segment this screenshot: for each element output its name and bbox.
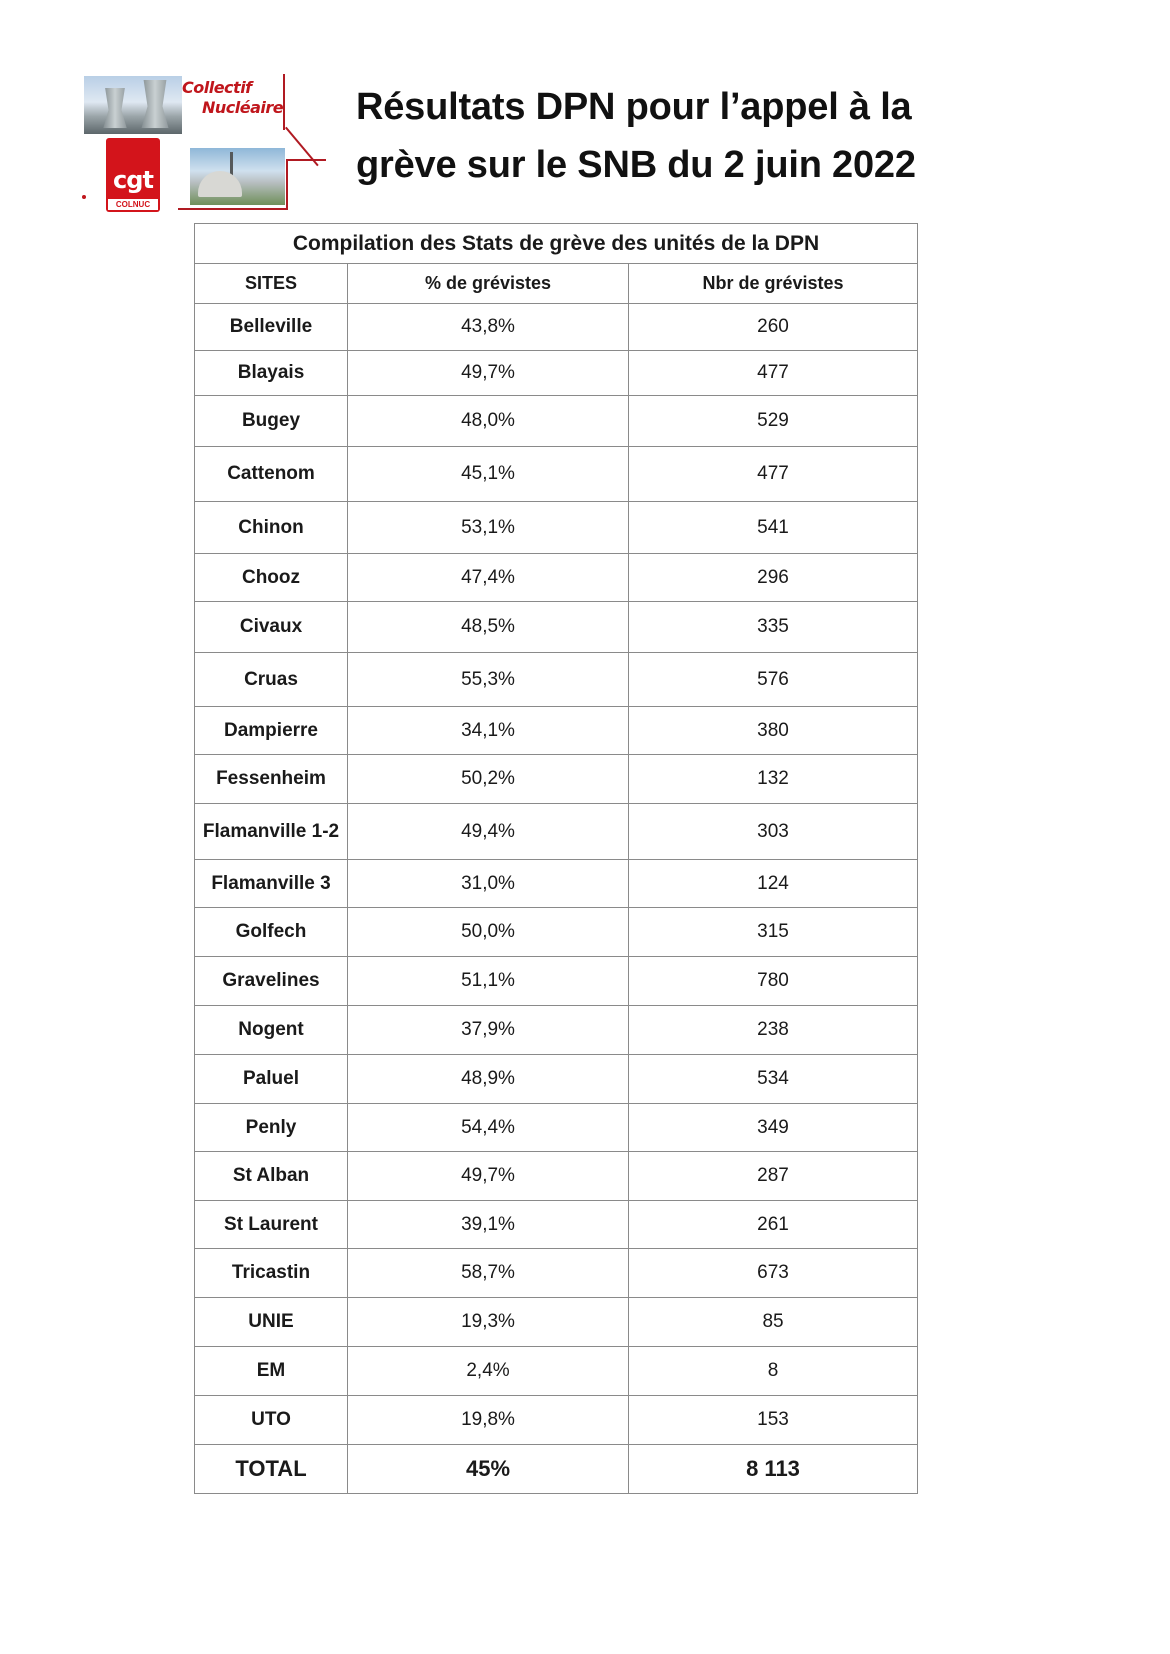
count-cell: 315 [629,908,918,957]
table-row [195,1201,918,1249]
table-row [195,1347,918,1396]
count-cell: 124 [629,860,918,908]
cgt-badge: cgt COLNUC [106,138,160,212]
pct-cell: 47,4% [348,554,629,602]
table-row [195,860,918,908]
reactor-dome-photo [190,148,285,205]
pct-cell: 48,0% [348,396,629,447]
frame-line [283,74,285,130]
site-cell: Fessenheim [195,755,348,804]
cooling-tower-icon [102,88,128,128]
table-row [195,1152,918,1201]
cooling-tower-icon [140,80,170,128]
site-cell: Penly [195,1104,348,1152]
site-cell: Chinon [195,502,348,554]
column-header-count: Nbr de grévistes [629,264,918,304]
strike-stats-table [194,223,918,1494]
pct-cell: 49,7% [348,1152,629,1201]
site-cell: Cattenom [195,447,348,502]
count-cell: 673 [629,1249,918,1298]
count-cell: 85 [629,1298,918,1347]
pct-cell: 49,7% [348,351,629,396]
site-cell: Blayais [195,351,348,396]
count-cell: 153 [629,1396,918,1445]
count-cell: 260 [629,304,918,351]
column-header-pct: % de grévistes [348,264,629,304]
frame-line [178,208,288,210]
total-pct: 45% [348,1445,629,1494]
pct-cell: 51,1% [348,957,629,1006]
pct-cell: 43,8% [348,304,629,351]
collectif-nucleaire-cgt-logo [78,70,338,230]
site-cell: UTO [195,1396,348,1445]
count-cell: 529 [629,396,918,447]
pct-cell: 48,5% [348,602,629,653]
pct-cell: 19,8% [348,1396,629,1445]
site-cell: Gravelines [195,957,348,1006]
table-row [195,908,918,957]
total-count: 8 113 [629,1445,918,1494]
total-row [195,1445,918,1494]
count-cell: 780 [629,957,918,1006]
table-row [195,804,918,860]
pct-cell: 48,9% [348,1055,629,1104]
site-cell: St Alban [195,1152,348,1201]
table-row [195,351,918,396]
pct-cell: 39,1% [348,1201,629,1249]
site-cell: Dampierre [195,707,348,755]
table-row [195,1298,918,1347]
frame-line [286,159,326,161]
table-row [195,1249,918,1298]
pct-cell: 50,0% [348,908,629,957]
site-cell: Paluel [195,1055,348,1104]
table-caption-row [195,224,918,264]
count-cell: 349 [629,1104,918,1152]
table-row [195,1104,918,1152]
pct-cell: 54,4% [348,1104,629,1152]
logo-wordmark: Collectif Nucléaire [182,78,284,117]
count-cell: 238 [629,1006,918,1055]
count-cell: 576 [629,653,918,707]
count-cell: 296 [629,554,918,602]
table-row [195,304,918,351]
frame-line [286,159,288,209]
table-caption: Compilation des Stats de grève des unités de la DPN [195,224,918,264]
table-header-row [195,264,918,304]
cooling-towers-photo [84,76,182,134]
count-cell: 335 [629,602,918,653]
count-cell: 477 [629,351,918,396]
bullet-dot [82,195,86,199]
pct-cell: 58,7% [348,1249,629,1298]
table-row [195,755,918,804]
count-cell: 8 [629,1347,918,1396]
pct-cell: 45,1% [348,447,629,502]
count-cell: 303 [629,804,918,860]
site-cell: Flamanville 3 [195,860,348,908]
reactor-dome-icon [198,171,242,197]
table-row [195,1396,918,1445]
table-row [195,602,918,653]
table-row [195,554,918,602]
site-cell: Golfech [195,908,348,957]
table-row [195,707,918,755]
site-cell: Chooz [195,554,348,602]
site-cell: UNIE [195,1298,348,1347]
count-cell: 477 [629,447,918,502]
site-cell: St Laurent [195,1201,348,1249]
pct-cell: 50,2% [348,755,629,804]
pct-cell: 19,3% [348,1298,629,1347]
pct-cell: 55,3% [348,653,629,707]
site-cell: Belleville [195,304,348,351]
site-cell: Cruas [195,653,348,707]
table-row [195,957,918,1006]
table-row [195,396,918,447]
count-cell: 132 [629,755,918,804]
count-cell: 261 [629,1201,918,1249]
pct-cell: 37,9% [348,1006,629,1055]
page-title: Résultats DPN pour l’appel à la grève sur le SNB du 2 juin 2022 [356,86,916,186]
table-row [195,502,918,554]
site-cell: Tricastin [195,1249,348,1298]
pct-cell: 53,1% [348,502,629,554]
table-row [195,1055,918,1104]
table-row [195,447,918,502]
pct-cell: 49,4% [348,804,629,860]
table-row [195,1006,918,1055]
site-cell: Flamanville 1-2 [195,804,348,860]
count-cell: 534 [629,1055,918,1104]
count-cell: 541 [629,502,918,554]
site-cell: Bugey [195,396,348,447]
pct-cell: 34,1% [348,707,629,755]
pct-cell: 2,4% [348,1347,629,1396]
pct-cell: 31,0% [348,860,629,908]
site-cell: Civaux [195,602,348,653]
total-label: TOTAL [195,1445,348,1494]
site-cell: EM [195,1347,348,1396]
count-cell: 380 [629,707,918,755]
site-cell: Nogent [195,1006,348,1055]
column-header-sites: SITES [195,264,348,304]
count-cell: 287 [629,1152,918,1201]
table-row [195,653,918,707]
